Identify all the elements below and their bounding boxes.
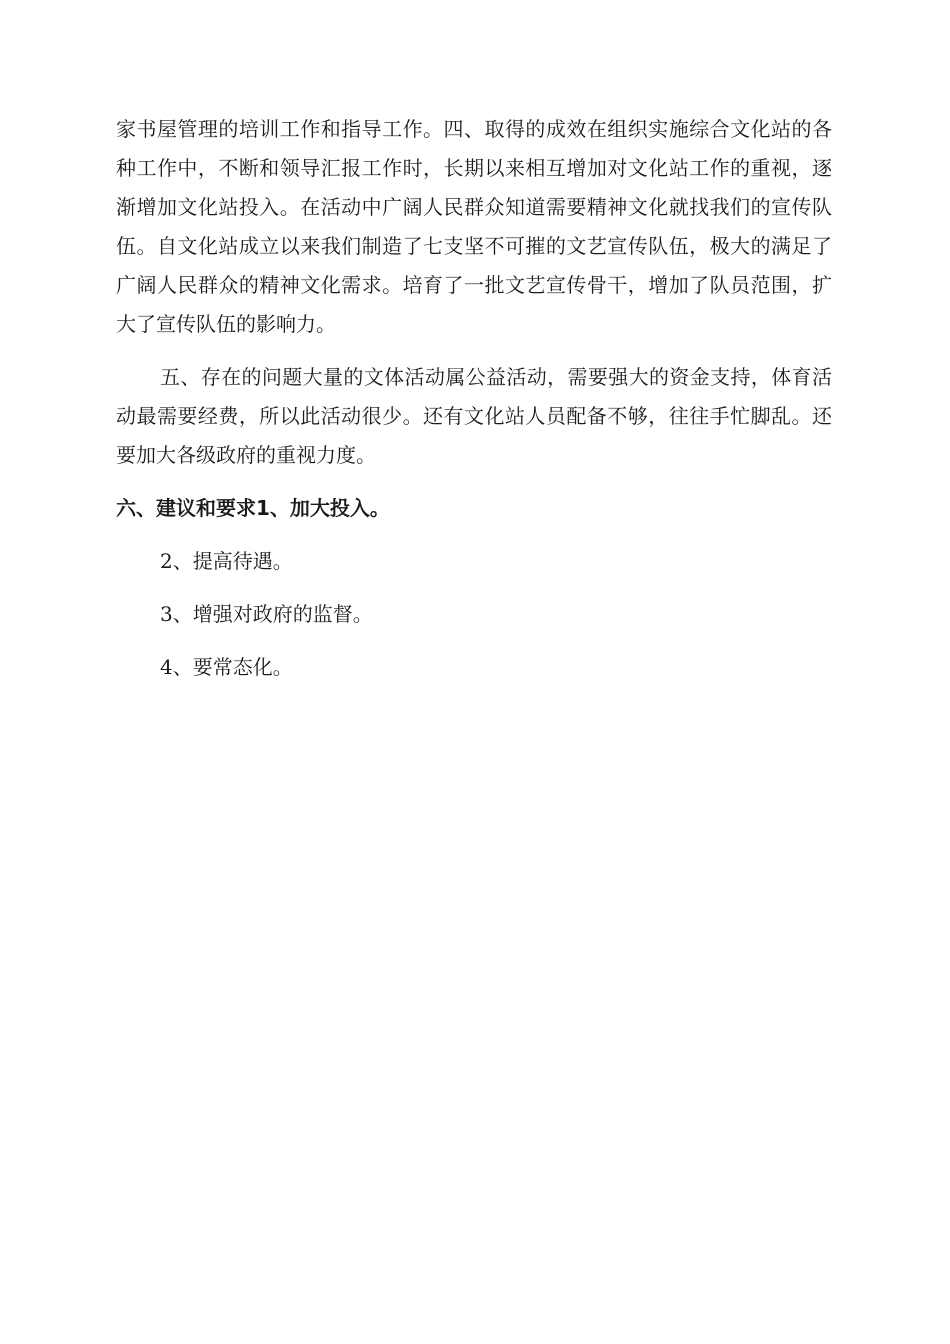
list-item: 4、要常态化。: [160, 655, 293, 679]
document-page: [116, 110, 832, 687]
section-heading-suggestions: 六、建议和要求1、加大投入。: [116, 496, 390, 520]
paragraph-problems: 五、存在的问题大量的文体活动属公益活动，需要强大的资金支持，体育活动最需要经费，所以此活动很少。还有文化站人员配备不够，往往手忙脚乱。还要加大各级政府的重视力度。: [116, 365, 832, 467]
list-item: 3、增强对政府的监督。: [160, 602, 373, 626]
paragraph-achievements: 家书屋管理的培训工作和指导工作。四、取得的成效在组织实施综合文化站的各种工作中，不断和领导汇报工作时，长期以来相互增加对文化站工作的重视，逐渐增加文化站投入。在活动中广阔人民群众知道需要精神文化就找我们的宣传队伍。自文化站成立以来我们制造了七支坚不可摧的文艺宣传队伍，极大的满足了广阔人民群众的精神文化需求。培育了一批文艺宣传骨干，增加了队员范围，扩大了宣传队伍的影响力。: [116, 117, 832, 336]
list-item: 2、提高待遇。: [160, 549, 293, 573]
